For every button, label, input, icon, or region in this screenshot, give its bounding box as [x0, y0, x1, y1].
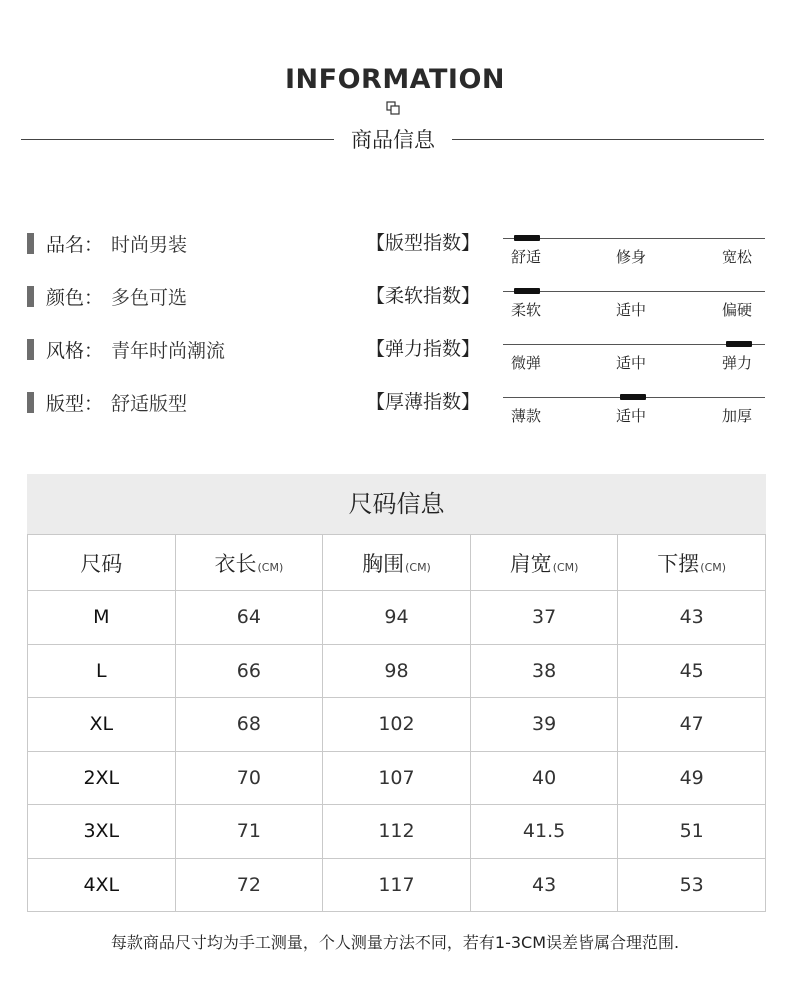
scale-option: 适中 — [616, 354, 647, 372]
table-cell: 70 — [175, 751, 323, 805]
table-cell: 117 — [323, 858, 471, 912]
column-header — [28, 535, 176, 591]
attribute-value: 多色可选 — [111, 286, 188, 309]
index-scale-fit — [503, 232, 765, 272]
table-row — [28, 644, 766, 698]
table-cell: 102 — [323, 698, 471, 752]
table-cell: 112 — [323, 805, 471, 859]
table-row — [28, 751, 766, 805]
scale-option: 宽松 — [722, 248, 753, 266]
section-subtitle: 商品信息 — [351, 128, 435, 152]
table-cell: 72 — [175, 858, 323, 912]
size-table-title: 尺码信息 — [27, 474, 766, 534]
scale-option: 弹力 — [722, 354, 753, 372]
scale-line — [503, 291, 765, 292]
attribute-value: 舒适版型 — [111, 392, 188, 415]
table-row — [28, 805, 766, 859]
page-title: INFORMATION — [284, 64, 505, 95]
column-name: 衣长 — [214, 551, 257, 576]
table-cell: M — [28, 591, 176, 645]
bullet-bar — [27, 339, 34, 360]
table-cell: L — [28, 644, 176, 698]
attribute-key: 版型： — [46, 392, 104, 415]
scale-option: 偏硬 — [722, 301, 753, 319]
table-cell: 51 — [618, 805, 766, 859]
table-cell: 3XL — [28, 805, 176, 859]
attribute-key: 品名： — [46, 233, 104, 256]
column-unit: (CM) — [405, 560, 431, 574]
scale-option: 适中 — [616, 301, 647, 319]
column-name: 肩宽 — [509, 551, 552, 576]
scale-line — [503, 238, 765, 239]
scale-marker — [620, 394, 646, 400]
scale-option: 微弹 — [511, 354, 542, 372]
scale-marker — [726, 341, 752, 347]
attribute-row-color — [27, 281, 187, 311]
scale-marker — [514, 235, 540, 241]
index-label-fit: 【版型指数】 — [366, 232, 481, 254]
column-name: 下摆 — [657, 551, 700, 576]
divider-right — [452, 139, 764, 140]
table-cell: 53 — [618, 858, 766, 912]
index-scale-softness — [503, 285, 765, 325]
scale-option: 柔软 — [511, 301, 542, 319]
column-name: 胸围 — [362, 551, 405, 576]
index-label-thickness: 【厚薄指数】 — [366, 391, 481, 413]
column-header — [470, 535, 618, 591]
table-cell: 64 — [175, 591, 323, 645]
attribute-value: 时尚男装 — [111, 233, 188, 256]
scale-option: 修身 — [616, 248, 647, 266]
index-scale-thickness — [503, 391, 765, 431]
table-cell: 43 — [618, 591, 766, 645]
table-cell: 71 — [175, 805, 323, 859]
table-cell: 40 — [470, 751, 618, 805]
table-cell: 98 — [323, 644, 471, 698]
table-cell: 39 — [470, 698, 618, 752]
column-unit: (CM) — [257, 560, 284, 574]
column-unit: (CM) — [700, 560, 727, 574]
column-header — [618, 535, 766, 591]
scale-option: 加厚 — [722, 407, 753, 425]
column-header — [323, 535, 471, 591]
scale-marker — [514, 288, 540, 294]
measurement-note: 每款商品尺寸均为手工测量，个人测量方法不同，若有1-3CM误差皆属合理范围. — [110, 933, 680, 952]
table-header-row — [28, 535, 766, 591]
table-cell: 94 — [323, 591, 471, 645]
table-row — [28, 591, 766, 645]
table-cell: 37 — [470, 591, 618, 645]
column-name: 尺码 — [80, 551, 123, 576]
attribute-row-name — [27, 228, 187, 258]
table-row — [28, 698, 766, 752]
table-cell: 2XL — [28, 751, 176, 805]
attribute-key: 风格： — [46, 339, 104, 362]
scale-option: 薄款 — [511, 407, 542, 425]
index-scale-elasticity — [503, 338, 765, 378]
bullet-bar — [27, 233, 34, 254]
overlap-squares-icon — [386, 101, 400, 115]
table-cell: 45 — [618, 644, 766, 698]
table-cell: 68 — [175, 698, 323, 752]
attribute-value: 青年时尚潮流 — [111, 339, 226, 362]
table-row — [28, 858, 766, 912]
size-table — [27, 534, 766, 912]
table-cell: 107 — [323, 751, 471, 805]
attribute-row-fit — [27, 387, 187, 417]
table-cell: 41.5 — [470, 805, 618, 859]
attribute-row-style — [27, 334, 225, 364]
table-cell: XL — [28, 698, 176, 752]
table-cell: 66 — [175, 644, 323, 698]
table-cell: 4XL — [28, 858, 176, 912]
index-label-elasticity: 【弹力指数】 — [366, 338, 481, 360]
column-unit: (CM) — [552, 560, 579, 574]
scale-option: 适中 — [616, 407, 647, 425]
table-cell: 49 — [618, 751, 766, 805]
table-cell: 38 — [470, 644, 618, 698]
table-cell: 47 — [618, 698, 766, 752]
column-header — [175, 535, 323, 591]
bullet-bar — [27, 286, 34, 307]
bullet-bar — [27, 392, 34, 413]
divider-left — [21, 139, 334, 140]
attribute-key: 颜色： — [46, 286, 104, 309]
index-label-softness: 【柔软指数】 — [366, 285, 481, 307]
scale-option: 舒适 — [511, 248, 542, 266]
table-cell: 43 — [470, 858, 618, 912]
